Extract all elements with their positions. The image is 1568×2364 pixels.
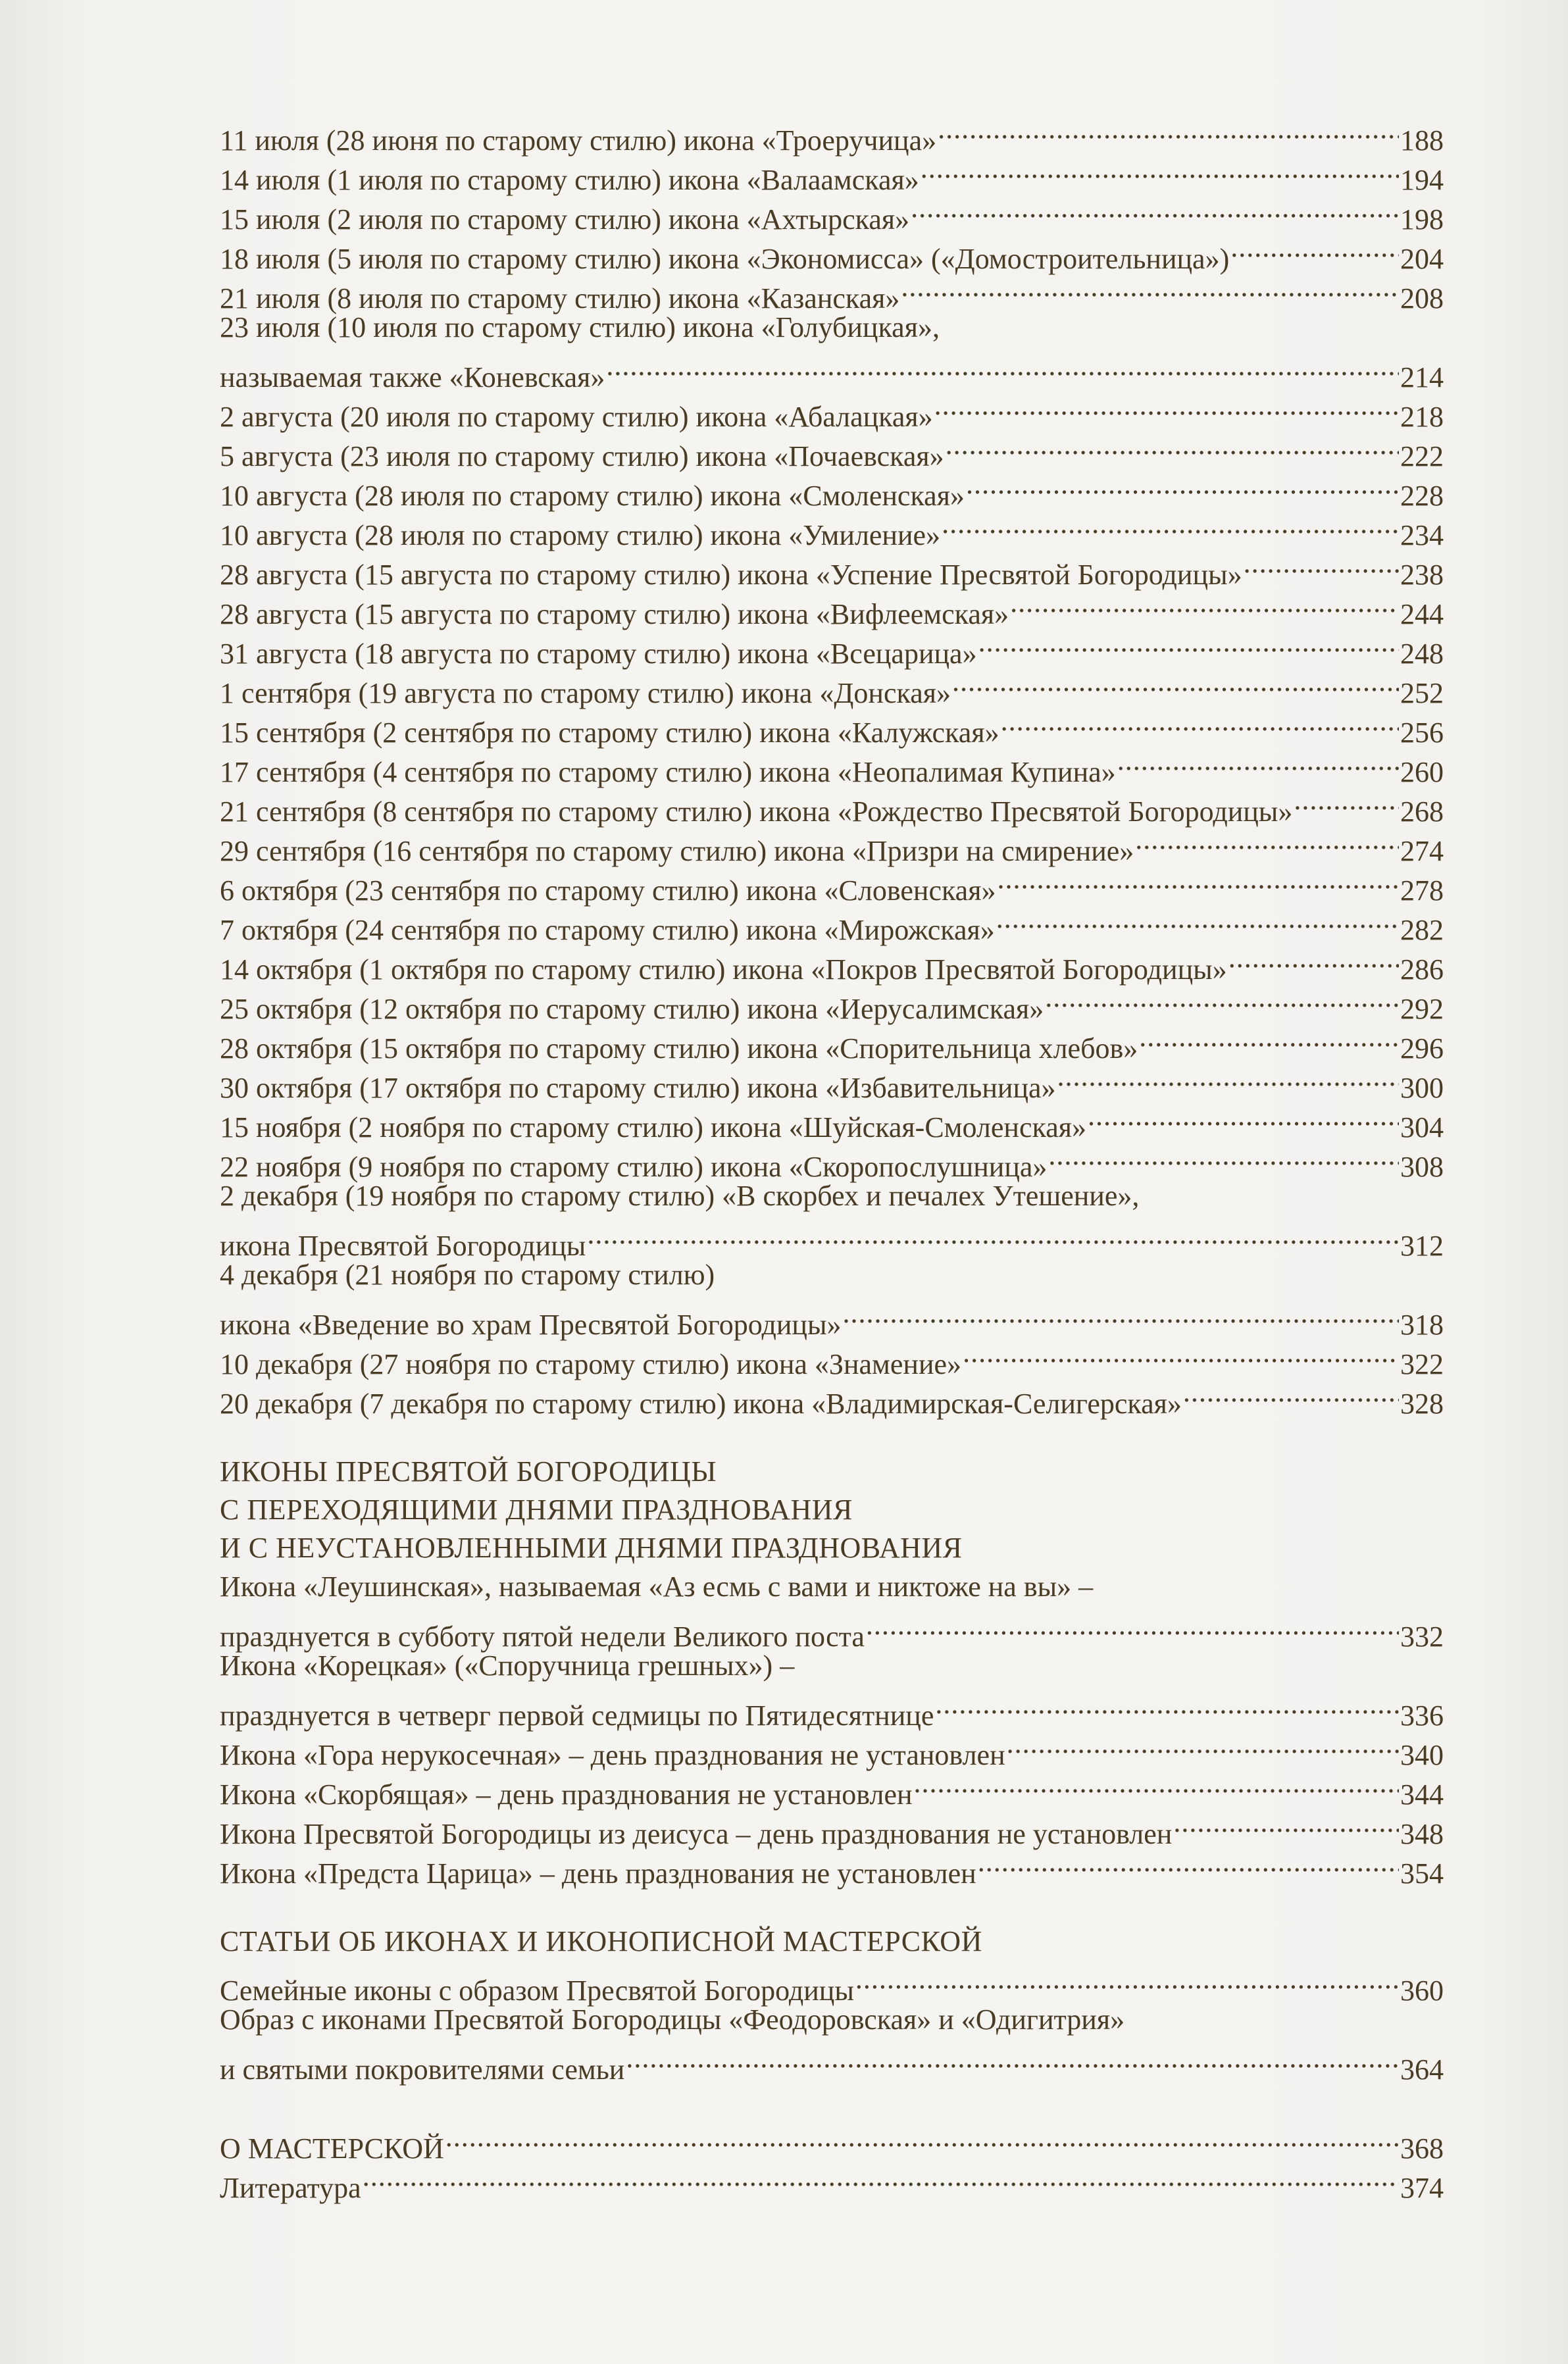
dot-leader	[363, 2158, 1399, 2198]
page-number: 238	[1400, 559, 1444, 591]
page-number: 336	[1400, 1699, 1444, 1732]
page-number: 374	[1400, 2172, 1444, 2204]
toc-entry[interactable]	[220, 1567, 1444, 1653]
section-title-line: С ПЕРЕХОДЯЩИМИ ДНЯМИ ПРАЗДНОВАНИЯ	[220, 1494, 853, 1526]
dot-leader	[997, 861, 1399, 900]
toc-entry-title-line: икона «Введение во храм Пресвятой Богородицы»	[220, 1309, 842, 1341]
section-title-line: ИКОНЫ ПРЕСВЯТОЙ БОГОРОДИЦЫ	[220, 1455, 717, 1488]
dot-leader	[1139, 1019, 1399, 1058]
page-number: 188	[1400, 124, 1444, 157]
toc-entry-title-line: 29 сентября (16 сентября по старому стилю) икона «Призри на смирение»	[220, 835, 1134, 867]
toc-entry-title-line: Икона «Скорбящая» – день празднования не установлен	[220, 1778, 913, 1811]
page-number: 194	[1400, 164, 1444, 196]
dot-leader	[1294, 782, 1399, 821]
dot-leader	[978, 1844, 1399, 1883]
toc-entry[interactable]	[220, 2000, 1444, 2086]
page-number: 360	[1400, 1974, 1444, 2007]
page-number: 292	[1400, 993, 1444, 1025]
toc-entry-title-line: Литература	[220, 2172, 361, 2204]
page-number: 308	[1400, 1151, 1444, 1183]
toc-entry-title-line: Образ с иконами Пресвятой Богородицы «Феодоровская» и «Одигитрия»	[220, 2003, 1125, 2036]
section-title-moving-feasts	[220, 1453, 1444, 1567]
dot-leader	[938, 111, 1399, 150]
toc-entry-row	[220, 1607, 1444, 1653]
toc-entry-title-line: 21 сентября (8 сентября по старому стилю) икона «Рождество Пресвятой Богородицы»	[220, 795, 1293, 828]
dot-leader	[921, 150, 1399, 189]
page-number: 344	[1400, 1778, 1444, 1811]
toc-entry-title-line: Икона «Леушинская», называемая «Аз есмь с вами и никтоже на вы» –	[220, 1571, 1094, 1603]
page-number: 260	[1400, 756, 1444, 788]
page-number: 296	[1400, 1032, 1444, 1065]
dot-leader	[587, 1216, 1399, 1255]
toc-entry-title-line: 2 декабря (19 ноября по старому стилю) «В скорбех и печалех Утешение»,	[220, 1180, 1140, 1212]
toc-entry-title-line: 5 августа (23 июля по старому стилю) икона «Почаевская»	[220, 440, 944, 472]
page-number: 256	[1400, 717, 1444, 749]
toc-list-articles	[220, 1961, 1444, 2086]
dot-leader	[1088, 1097, 1399, 1137]
toc-entry-row	[220, 1686, 1444, 1732]
toc-entry-title-line: Икона «Предста Царица» – день празднования не установлен	[220, 1857, 976, 1890]
toc-entry-title-line: 14 июля (1 июля по старому стилю) икона «Валаамская»	[220, 164, 919, 196]
page-number: 278	[1400, 874, 1444, 907]
dot-leader	[901, 268, 1399, 308]
toc-entry[interactable]	[220, 2158, 1444, 2204]
toc-entry-title-line: икона Пресвятой Богородицы	[220, 1230, 586, 1262]
page-number: 198	[1400, 203, 1444, 236]
dot-leader	[996, 900, 1399, 940]
page-number: 244	[1400, 598, 1444, 630]
page-number: 208	[1400, 282, 1444, 314]
toc-entry-title-line: Икона «Корецкая» («Споручница грешных») –	[220, 1649, 795, 1682]
page-number: 304	[1400, 1111, 1444, 1144]
dot-leader	[1048, 1137, 1399, 1176]
dot-leader	[1001, 703, 1399, 742]
toc-entry-title-line: празднуется в субботу пятой недели Великого поста	[220, 1621, 865, 1653]
toc-entry-title-line: 10 декабря (27 ноября по старому стилю) икона «Знамение»	[220, 1348, 962, 1380]
dot-leader	[1007, 1725, 1399, 1765]
page-number: 214	[1400, 361, 1444, 393]
table-of-contents	[220, 111, 1444, 2204]
toc-entry-row	[220, 1216, 1444, 1262]
toc-entry-row	[220, 1295, 1444, 1341]
toc-entry[interactable]	[220, 1176, 1444, 1262]
toc-entry[interactable]	[220, 1255, 1444, 1341]
dot-leader	[934, 387, 1399, 426]
page-number: 252	[1400, 677, 1444, 709]
page-number: 268	[1400, 795, 1444, 828]
toc-entry-row	[220, 111, 1444, 157]
toc-entry-title-line: 28 августа (15 августа по старому стилю) икона «Успение Пресвятой Богородицы»	[220, 559, 1242, 591]
dot-leader	[1117, 742, 1399, 782]
toc-entry-title-line: празднуется в четверг первой седмицы по Пятидесятнице	[220, 1699, 934, 1732]
page-number: 248	[1400, 638, 1444, 670]
toc-entry[interactable]	[220, 111, 1444, 157]
page-number: 234	[1400, 519, 1444, 551]
page-number: 340	[1400, 1739, 1444, 1771]
dot-leader	[935, 1686, 1399, 1725]
page-number: 364	[1400, 2053, 1444, 2086]
dot-leader	[952, 663, 1399, 703]
toc-entry-title-line: 7 октября (24 сентября по старому стилю) икона «Мирожская»	[220, 914, 995, 946]
page-number: 218	[1400, 401, 1444, 433]
page-number: 274	[1400, 835, 1444, 867]
page-number: 328	[1400, 1388, 1444, 1420]
dot-leader	[1045, 979, 1399, 1019]
toc-entry[interactable]	[220, 1961, 1444, 2007]
dot-leader	[946, 426, 1399, 466]
dot-leader	[978, 624, 1399, 663]
dot-leader	[1057, 1058, 1399, 1097]
toc-entry-title-line: 20 декабря (7 декабря по старому стилю) икона «Владимирская-Селигерская»	[220, 1388, 1182, 1420]
toc-entry-title-line: О МАСТЕРСКОЙ	[220, 2132, 444, 2165]
toc-entry-title-line: 11 июля (28 июня по старому стилю) икона «Троеручица»	[220, 124, 937, 157]
dot-leader	[966, 466, 1399, 505]
toc-entry-title-line: 10 августа (28 июля по старому стилю) икона «Умиление»	[220, 519, 941, 551]
page-number: 300	[1400, 1072, 1444, 1104]
dot-leader	[606, 347, 1399, 387]
toc-entry-title-line: и святыми покровителями семьи	[220, 2053, 625, 2086]
toc-entry-title-line: 31 августа (18 августа по старому стилю) икона «Всецарица»	[220, 638, 977, 670]
toc-entry-row	[220, 2119, 1444, 2165]
toc-entry-title-line: 15 июля (2 июля по старому стилю) икона «Ахтырская»	[220, 203, 910, 236]
toc-entry-row	[220, 347, 1444, 393]
page-number: 318	[1400, 1309, 1444, 1341]
toc-entry[interactable]	[220, 308, 1444, 393]
toc-entry[interactable]	[220, 2119, 1444, 2165]
page-number: 348	[1400, 1818, 1444, 1850]
dot-leader	[1183, 1374, 1399, 1413]
dot-leader	[445, 2119, 1399, 2158]
dot-leader	[1230, 229, 1399, 268]
toc-entry-title-line: 15 ноября (2 ноября по старому стилю) икона «Шуйская-Смоленская»	[220, 1111, 1086, 1144]
toc-entry-title-line: 25 октября (12 октября по старому стилю) икона «Иерусалимская»	[220, 993, 1044, 1025]
toc-entry-title-line: 2 августа (20 июля по старому стилю) икона «Абалацкая»	[220, 401, 933, 433]
toc-list-moving-feasts	[220, 1567, 1444, 1890]
toc-entry-title-line: 10 августа (28 июля по старому стилю) икона «Смоленская»	[220, 480, 965, 512]
toc-entry-title-line: 14 октября (1 октября по старому стилю) икона «Покров Пресвятой Богородицы»	[220, 953, 1227, 986]
toc-entry-title-line: 15 сентября (2 сентября по старому стилю) икона «Калужская»	[220, 717, 999, 749]
dot-leader	[855, 1961, 1399, 2000]
dot-leader	[914, 1765, 1399, 1804]
toc-list-feast-days	[220, 111, 1444, 1420]
page-number: 228	[1400, 480, 1444, 512]
page-number: 282	[1400, 914, 1444, 946]
toc-entry-title-line: Икона «Гора нерукосечная» – день празднования не установлен	[220, 1739, 1005, 1771]
page-number: 332	[1400, 1621, 1444, 1653]
dot-leader	[626, 2040, 1399, 2079]
toc-entry-title-line: 6 октября (23 сентября по старому стилю) икона «Словенская»	[220, 874, 996, 907]
toc-entry-row	[220, 1961, 1444, 2007]
toc-entry-title-line: 1 сентября (19 августа по старому стилю) икона «Донская»	[220, 677, 951, 709]
toc-entry-title-line: 17 сентября (4 сентября по старому стилю) икона «Неопалимая Купина»	[220, 756, 1116, 788]
toc-entry-title-line: 18 июля (5 июля по старому стилю) икона «Экономисса» («Домостроительница»)	[220, 243, 1230, 275]
page-number: 322	[1400, 1348, 1444, 1380]
page-number: 204	[1400, 243, 1444, 275]
toc-entry-title-line: 28 октября (15 октября по старому стилю) икона «Спорительница хлебов»	[220, 1032, 1138, 1065]
dot-leader	[866, 1607, 1399, 1646]
dot-leader	[1010, 584, 1399, 624]
dot-leader	[1135, 821, 1399, 861]
toc-entry-title-line: 22 ноября (9 ноября по старому стилю) икона «Скоропослушница»	[220, 1151, 1048, 1183]
dot-leader	[963, 1334, 1399, 1374]
toc-entry[interactable]	[220, 1646, 1444, 1732]
dot-leader	[911, 189, 1399, 229]
section-title-line: И С НЕУСТАНОВЛЕННЫМИ ДНЯМИ ПРАЗДНОВАНИЯ	[220, 1532, 963, 1564]
toc-entry-title-line: называемая также «Коневская»	[220, 361, 605, 393]
toc-entry-title-line: 21 июля (8 июля по старому стилю) икона «Казанская»	[220, 282, 900, 314]
page-number: 222	[1400, 440, 1444, 472]
section-title-articles: СТАТЬИ ОБ ИКОНАХ И ИКОНОПИСНОЙ МАСТЕРСКОЙ	[220, 1925, 982, 1957]
page-number: 312	[1400, 1230, 1444, 1262]
toc-entry-row	[220, 2158, 1444, 2204]
dot-leader	[942, 505, 1399, 545]
toc-entry-title-line: Икона Пресвятой Богородицы из деисуса – день празднования не установлен	[220, 1818, 1173, 1850]
toc-list-misc	[220, 2119, 1444, 2204]
toc-entry-title-line: 28 августа (15 августа по старому стилю) икона «Вифлеемская»	[220, 598, 1009, 630]
toc-entry-title-line: 30 октября (17 октября по старому стилю) икона «Избавительница»	[220, 1072, 1056, 1104]
toc-entry-title-line: 23 июля (10 июля по старому стилю) икона «Голубицкая»,	[220, 311, 940, 343]
dot-leader	[1173, 1804, 1399, 1844]
toc-entry-title-line: 4 декабря (21 ноября по старому стилю)	[220, 1259, 715, 1291]
page-number: 354	[1400, 1857, 1444, 1890]
page-number: 368	[1400, 2132, 1444, 2165]
toc-entry-row	[220, 2040, 1444, 2086]
dot-leader	[843, 1295, 1399, 1334]
page-number: 286	[1400, 953, 1444, 986]
dot-leader	[1244, 545, 1399, 584]
toc-entry-title-line: Семейные иконы с образом Пресвятой Богородицы	[220, 1974, 854, 2007]
dot-leader	[1228, 940, 1399, 979]
